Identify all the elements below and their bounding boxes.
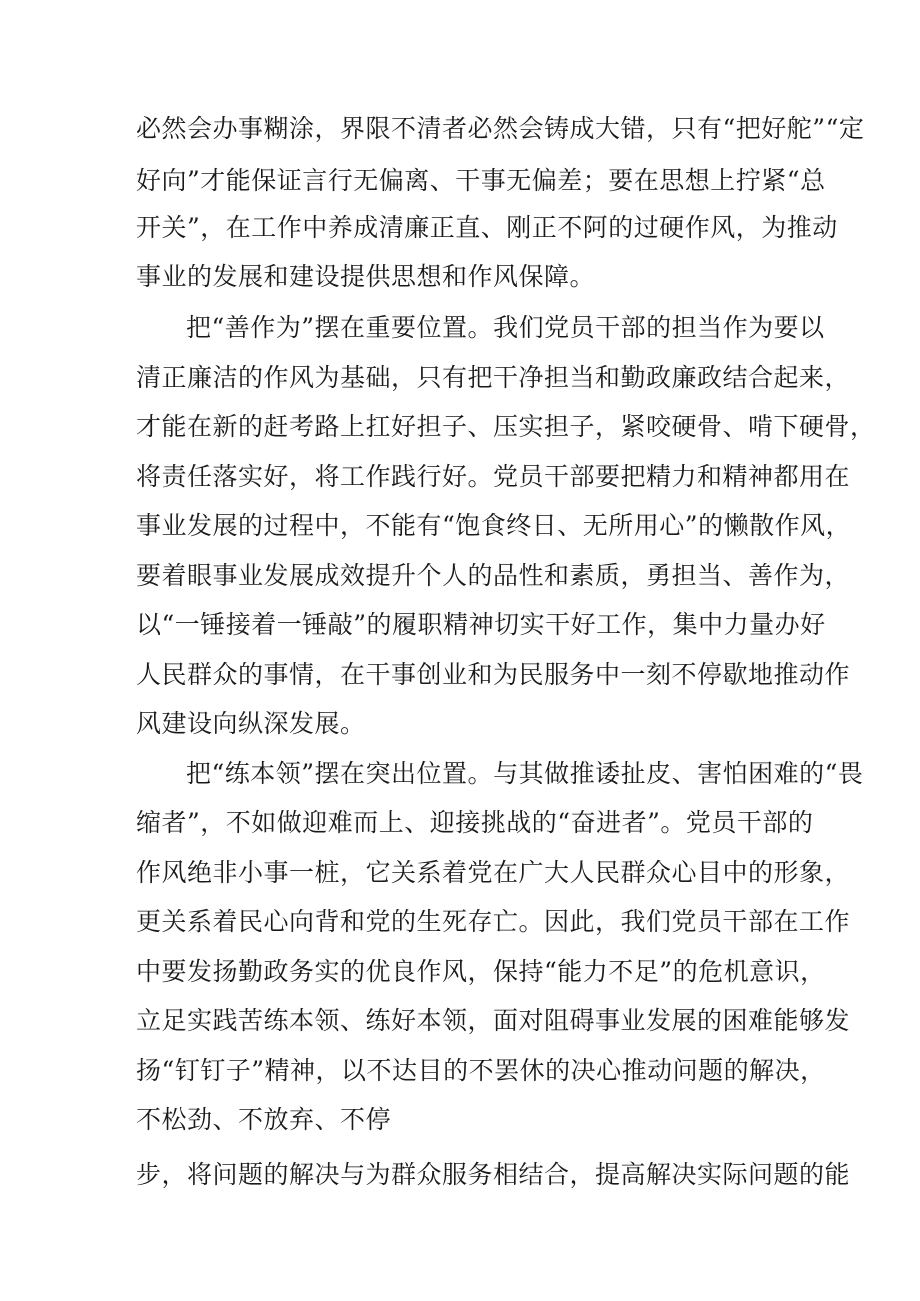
text-line: 必然会办事糊涂，界限不清者必然会铸成大错，只有“把好舵”“定 [136, 114, 865, 143]
text-line: 人民群众的事情，在干事创业和为民服务中一刻不停歇地推动作 [136, 660, 851, 689]
text-line: 作风绝非小事一桩，它关系着党在广大人民群众心目中的形象， [136, 858, 851, 887]
text-line: 中要发扬勤政务实的优良作风，保持“能力不足”的危机意识， [136, 957, 826, 986]
text-line: 立足实践苦练本领、练好本领，面对阻碍事业发展的困难能够发 [136, 1006, 851, 1035]
paragraph-heading-line: 把“善作为”摆在重要位置。我们党员干部的担当作为要以 [186, 313, 825, 342]
text-line: 步，将问题的解决与为群众服务相结合，提高解决实际问题的能 [136, 1160, 851, 1189]
text-line: 好向”才能保证言行无偏离、干事无偏差；要在思想上拧紧“总 [136, 166, 826, 195]
text-line: 不松劲、不放弃、不停 [136, 1105, 392, 1134]
text-line: 开关”，在工作中养成清廉正直、刚正不阿的过硬作风，为推动 [136, 213, 838, 242]
text-line: 风建设向纵深发展。 [136, 709, 366, 738]
paragraph-heading-line: 把“练本领”摆在突出位置。与其做推诿扯皮、害怕困难的“畏 [186, 759, 864, 788]
text-line: 将责任落实好，将工作践行好。党员干部要把精力和精神都用在 [136, 462, 851, 491]
text-line: 事业发展的过程中，不能有“饱食终日、无所用心”的懒散作风， [136, 511, 852, 540]
text-line: 清正廉洁的作风为基础，只有把干净担当和勤政廉政结合起来， [136, 363, 851, 392]
text-line: 才能在新的赶考路上扛好担子、压实担子，紧咬硬骨、啃下硬骨， [136, 412, 876, 441]
text-line: 事业的发展和建设提供思想和作风保障。 [136, 262, 596, 291]
text-line: 扬“钉钉子”精神，以不达目的不罢休的决心推动问题的解决， [136, 1056, 826, 1085]
text-line: 以“一锤接着一锤敲”的履职精神切实干好工作，集中力量办好 [136, 610, 826, 639]
text-line: 更关系着民心向背和党的生死存亡。因此，我们党员干部在工作 [136, 907, 851, 936]
text-line: 缩者”，不如做迎难而上、迎接挑战的“奋进者”。党员干部的 [136, 808, 814, 837]
text-line: 要着眼事业发展成效提升个人的品性和素质，勇担当、善作为， [136, 561, 851, 590]
